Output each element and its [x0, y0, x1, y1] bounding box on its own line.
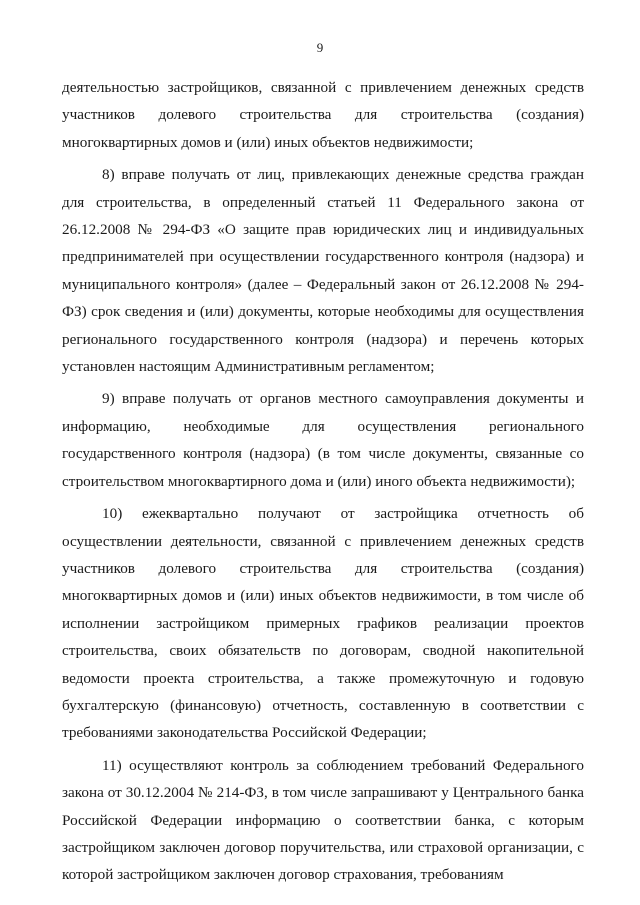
paragraph-item-10: 10) ежеквартально получают от застройщика отчетность об осуществлении деятельности, связанной с привлечением денежных средств участников долевого строительства для строительства (создания) многоквартирных домов и (или) иных объектов недвижимости, в том числе об исполнении застройщиком примерных графиков реализации проектов строительства, своих обязательств по договорам, сводной накопительной ведомости проекта строительства, а также промежуточную и годовую бухгалтерскую (финансовую) отчетность, составленную в соответствии с требованиями законодательства Российской Федерации; [62, 505, 584, 742]
document-body [62, 74, 584, 894]
page-number: 9 [316, 40, 324, 55]
paragraph-item-8: 8) вправе получать от лиц, привлекающих денежные средства граждан для строительства, в определенный статьей 11 Федерального закона от 26.12.2008 № 294-ФЗ «О защите прав юридических лиц и индивидуальных предпринимателей при осуществлении государственного контроля (надзора) и муниципального контроля» (далее – Федеральный закон от 26.12.2008 № 294-ФЗ) срок сведения и (или) документы, которые необходимы для осуществления регионального государственного контроля (надзора) и перечень которых установлен настоящим Административным регламентом; [62, 166, 584, 376]
paragraph-continuation: деятельностью застройщиков, связанной с привлечением денежных средств участников долевого строительства для строительства (создания) многоквартирных домов и (или) иных объектов недвижимости; [62, 79, 584, 151]
paragraph-item-11: 11) осуществляют контроль за соблюдением требований Федерального закона от 30.12.2004 № 214-ФЗ, в том числе запрашивают у Центрального банка Российской Федерации информацию о соответствии банка, с которым застройщиком заключен договор поручительства, или страховой организации, с которой застройщиком заключен договор страхования, требованиям [62, 756, 584, 884]
paragraph-item-9: 9) вправе получать от органов местного самоуправления документы и информацию, необходимые для осуществления регионального государственного контроля (надзора) (в том числе документы, связанные со строительством многоквартирного дома и (или) иного объекта недвижимости); [62, 390, 584, 490]
